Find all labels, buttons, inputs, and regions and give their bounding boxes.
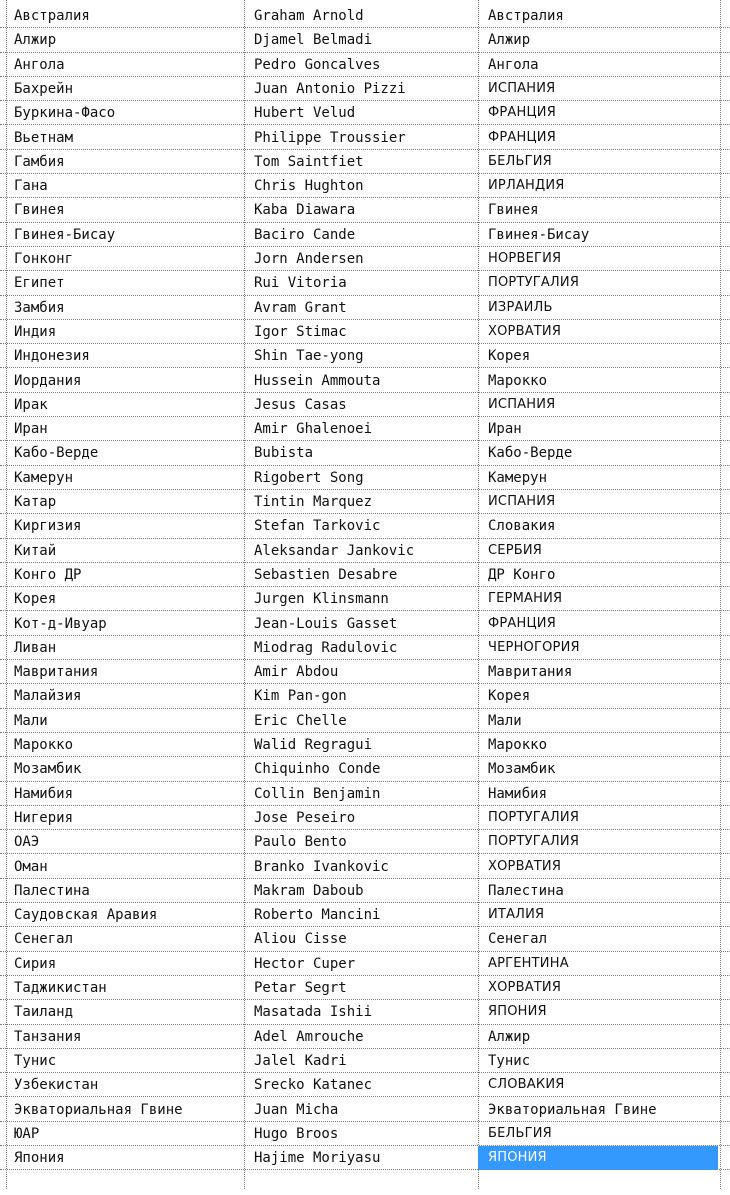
country-cell[interactable]: Индия xyxy=(14,323,57,340)
nationality-cell[interactable]: АРГЕНТИНА xyxy=(488,955,569,971)
table-row xyxy=(0,757,730,781)
country-cell[interactable]: Саудовская Аравия xyxy=(14,907,158,924)
table-row xyxy=(0,563,730,587)
nationality-cell[interactable]: Корея xyxy=(488,348,531,365)
coach-cell[interactable]: Pedro Goncalves xyxy=(254,56,381,73)
coach-cell[interactable]: Masatada Ishii xyxy=(254,1004,373,1021)
nationality-cell[interactable]: ГЕРМАНИЯ xyxy=(488,591,563,607)
table-row xyxy=(0,903,730,927)
table-row xyxy=(0,782,730,806)
country-cell[interactable]: Иран xyxy=(14,421,48,438)
nationality-cell[interactable]: Тунис xyxy=(488,1052,531,1069)
coach-cell[interactable]: Chris Hughton xyxy=(254,178,364,195)
table-row xyxy=(0,466,730,490)
country-cell[interactable]: Экваториальная Гвине xyxy=(14,1101,183,1118)
country-cell[interactable]: Нигерия xyxy=(14,809,74,826)
nationality-cell[interactable]: ПОРТУГАЛИЯ xyxy=(488,834,580,850)
coach-cell[interactable]: Juan Micha xyxy=(254,1101,339,1118)
table-row xyxy=(0,830,730,854)
table-row xyxy=(0,150,730,174)
nationality-cell[interactable]: ИСПАНИЯ xyxy=(488,396,556,412)
coach-cell[interactable]: Igor Stimac xyxy=(254,323,347,340)
table-row xyxy=(0,612,730,636)
coach-cell[interactable]: Hubert Velud xyxy=(254,105,356,122)
table-row xyxy=(0,77,730,101)
nationality-cell[interactable]: Алжир xyxy=(488,1028,531,1045)
country-cell[interactable]: Узбекистан xyxy=(14,1077,99,1094)
nationality-cell[interactable]: Экваториальная Гвине xyxy=(488,1101,657,1118)
country-cell[interactable]: Мали xyxy=(14,712,48,729)
country-cell[interactable]: ЮАР xyxy=(14,1125,40,1142)
nationality-cell[interactable]: Словакия xyxy=(488,518,556,535)
nationality-cell[interactable]: СЛОВАКИЯ xyxy=(488,1077,565,1093)
country-cell[interactable]: Вьетнам xyxy=(14,129,74,146)
country-cell[interactable]: Камерун xyxy=(14,469,74,486)
coach-cell[interactable]: Philippe Troussier xyxy=(254,129,406,146)
coach-cell[interactable]: Collin Benjamin xyxy=(254,785,381,802)
country-cell[interactable]: Египет xyxy=(14,275,65,292)
table-row xyxy=(0,271,730,295)
nationality-cell[interactable]: Марокко xyxy=(488,737,548,753)
table-row xyxy=(0,393,730,417)
table-row xyxy=(0,1049,730,1073)
country-cell[interactable]: Гамбия xyxy=(14,153,65,170)
coach-cell[interactable]: Aleksandar Jankovic xyxy=(254,542,415,559)
coach-cell[interactable]: Jesus Casas xyxy=(254,396,347,413)
coach-cell[interactable]: Amir Abdou xyxy=(254,664,339,681)
table-row xyxy=(0,223,730,247)
country-cell[interactable]: Австралия xyxy=(14,8,90,24)
country-cell[interactable]: Конго ДР xyxy=(14,566,82,583)
coach-cell[interactable]: Stefan Tarkovic xyxy=(254,518,381,535)
empty-row[interactable] xyxy=(0,1170,730,1194)
nationality-cell[interactable]: Ангола xyxy=(488,56,539,73)
country-cell[interactable]: Таджикистан xyxy=(14,980,107,996)
table-row xyxy=(0,806,730,830)
nationality-cell[interactable]: НОРВЕГИЯ xyxy=(488,251,562,266)
nationality-cell[interactable]: ПОРТУГАЛИЯ xyxy=(488,275,580,291)
table-row xyxy=(0,198,730,222)
table-row xyxy=(0,952,730,976)
country-cell[interactable]: Иордания xyxy=(14,372,82,389)
coach-cell[interactable]: Chiquinho Conde xyxy=(254,761,381,778)
table-row xyxy=(0,441,730,465)
country-cell[interactable]: Мавритания xyxy=(14,664,99,681)
table-row xyxy=(0,514,730,538)
nationality-cell[interactable]: Палестина xyxy=(488,882,564,899)
coach-cell[interactable]: Jorn Andersen xyxy=(254,251,364,267)
country-cell[interactable]: Кот-д-Ивуар xyxy=(14,615,107,632)
coach-cell[interactable]: Kaba Diawara xyxy=(254,202,356,219)
country-cell[interactable]: Палестина xyxy=(14,882,90,899)
nationality-cell[interactable]: ДР Конго xyxy=(488,566,556,583)
nationality-cell[interactable]: БЕЛЬГИЯ xyxy=(488,153,552,169)
coach-cell[interactable]: Shin Tae-yong xyxy=(254,348,364,365)
country-cell[interactable]: Таиланд xyxy=(14,1004,74,1021)
country-cell[interactable]: Киргизия xyxy=(14,518,82,535)
country-cell[interactable]: Бахрейн xyxy=(14,80,74,97)
table-row xyxy=(0,539,730,563)
country-cell[interactable]: Малайзия xyxy=(14,688,82,705)
table-row xyxy=(0,417,730,441)
country-cell[interactable]: Тунис xyxy=(14,1052,57,1069)
country-cell[interactable]: Гана xyxy=(14,178,48,195)
nationality-cell[interactable]: Алжир xyxy=(488,32,531,49)
nationality-cell[interactable]: Мали xyxy=(488,712,522,729)
table-row xyxy=(0,1025,730,1049)
table-row xyxy=(0,320,730,344)
country-cell[interactable]: Ангола xyxy=(14,56,65,73)
nationality-cell[interactable]: Марокко xyxy=(488,372,548,389)
coach-cell[interactable]: Hugo Broos xyxy=(254,1125,339,1142)
coach-cell[interactable]: Juan Antonio Pizzi xyxy=(254,80,406,97)
country-cell[interactable]: Ливан xyxy=(14,639,57,656)
coach-cell[interactable]: Amir Ghalenoei xyxy=(254,421,373,438)
nationality-cell[interactable]: ИСПАНИЯ xyxy=(488,80,556,96)
nationality-cell[interactable]: ПОРТУГАЛИЯ xyxy=(488,809,580,825)
country-cell[interactable]: Сенегал xyxy=(14,931,74,948)
country-cell[interactable]: Катар xyxy=(14,494,57,510)
coach-cell[interactable]: Hajime Moriyasu xyxy=(254,1150,381,1167)
table-row xyxy=(0,53,730,77)
coach-cell[interactable]: Jose Peseiro xyxy=(254,809,356,826)
coach-cell[interactable]: Eric Chelle xyxy=(254,712,347,729)
country-cell[interactable]: Гонконг xyxy=(14,251,74,267)
nationality-cell[interactable]: ИЗРАИЛЬ xyxy=(488,299,553,315)
table-row xyxy=(0,976,730,1000)
nationality-cell[interactable]: БЕЛЬГИЯ xyxy=(488,1125,552,1141)
country-cell[interactable]: Буркина-Фасо xyxy=(14,105,116,122)
nationality-cell[interactable]: Иран xyxy=(488,421,522,438)
country-cell[interactable]: Китай xyxy=(14,542,57,559)
table-row xyxy=(0,1073,730,1097)
nationality-cell[interactable]: Гвинея xyxy=(488,202,539,219)
country-cell[interactable]: ОАЭ xyxy=(14,834,40,851)
coach-cell[interactable]: Kim Pan-gon xyxy=(254,688,347,705)
coach-cell[interactable]: Paulo Bento xyxy=(254,834,347,851)
coach-cell[interactable]: Adel Amrouche xyxy=(254,1028,364,1045)
nationality-cell[interactable]: ИТАЛИЯ xyxy=(488,907,545,923)
country-cell[interactable]: Танзания xyxy=(14,1028,82,1045)
nationality-cell[interactable]: Сенегал xyxy=(488,931,548,948)
coach-cell[interactable]: Djamel Belmadi xyxy=(254,32,373,49)
nationality-cell[interactable]: ЧЕРНОГОРИЯ xyxy=(488,639,580,655)
coach-cell[interactable]: Bubista xyxy=(254,445,314,462)
country-cell[interactable]: Оман xyxy=(14,858,48,875)
table-row xyxy=(0,490,730,514)
coach-cell[interactable]: Hussein Ammouta xyxy=(254,372,381,389)
nationality-cell[interactable]: ЯПОНИЯ xyxy=(488,1004,547,1020)
table-row xyxy=(0,684,730,708)
country-cell[interactable]: Марокко xyxy=(14,737,74,753)
nationality-cell[interactable]: ИРЛАНДИЯ xyxy=(488,178,565,194)
coach-cell[interactable]: Miodrag Radulovic xyxy=(254,639,398,656)
table-row xyxy=(0,1098,730,1122)
table-row xyxy=(0,709,730,733)
coach-cell[interactable]: Makram Daboub xyxy=(254,882,364,899)
nationality-cell[interactable]: Мавритания xyxy=(488,664,573,681)
nationality-cell[interactable]: СЕРБИЯ xyxy=(488,542,543,558)
country-cell[interactable]: Намибия xyxy=(14,785,74,802)
coach-cell[interactable]: Srecko Katanec xyxy=(254,1077,373,1094)
table-row xyxy=(0,174,730,198)
table-row xyxy=(0,126,730,150)
table-row xyxy=(0,733,730,757)
nationality-cell[interactable]: Намибия xyxy=(488,785,548,802)
country-cell[interactable]: Гвинея-Бисау xyxy=(14,226,116,243)
nationality-cell[interactable]: Австралия xyxy=(488,8,564,24)
nationality-cell[interactable]: Камерун xyxy=(488,469,548,486)
coach-cell[interactable]: Sebastien Desabre xyxy=(254,566,398,583)
table-row xyxy=(0,660,730,684)
table-row xyxy=(0,927,730,951)
nationality-cell[interactable]: ЯПОНИЯ xyxy=(478,1146,718,1170)
table-row xyxy=(0,296,730,320)
coach-cell[interactable]: Baciro Cande xyxy=(254,226,356,243)
country-cell[interactable]: Сирия xyxy=(14,955,57,972)
coach-cell[interactable]: Jean-Louis Gasset xyxy=(254,615,398,632)
country-cell[interactable]: Ирак xyxy=(14,396,48,413)
coach-cell[interactable]: Tintin Marquez xyxy=(254,494,373,510)
country-cell[interactable]: Алжир xyxy=(14,32,57,49)
country-cell[interactable]: Гвинея xyxy=(14,202,65,219)
nationality-cell[interactable]: ХОРВАТИЯ xyxy=(488,858,562,874)
table-row xyxy=(0,369,730,393)
table-row xyxy=(0,1000,730,1024)
table-row xyxy=(0,1146,730,1170)
table-row xyxy=(0,4,730,28)
table-row xyxy=(0,636,730,660)
country-cell[interactable]: Япония xyxy=(14,1150,65,1167)
coach-cell[interactable]: Tom Saintfiet xyxy=(254,153,364,170)
country-cell[interactable]: Индонезия xyxy=(14,348,90,365)
country-cell[interactable]: Замбия xyxy=(14,299,65,316)
nationality-cell[interactable]: Мозамбик xyxy=(488,761,556,778)
coach-cell[interactable]: Jalel Kadri xyxy=(254,1052,347,1069)
country-cell[interactable]: Корея xyxy=(14,591,57,608)
table-row xyxy=(0,587,730,611)
coach-cell[interactable]: Petar Segrt xyxy=(254,980,347,996)
coach-cell[interactable]: Rigobert Song xyxy=(254,469,364,486)
table-row xyxy=(0,101,730,125)
table-row xyxy=(0,879,730,903)
nationality-cell[interactable]: ФРАНЦИЯ xyxy=(488,615,556,631)
coach-cell[interactable]: Graham Arnold xyxy=(254,8,364,24)
coach-cell[interactable]: Rui Vitoria xyxy=(254,275,347,292)
coach-cell[interactable]: Jurgen Klinsmann xyxy=(254,591,389,608)
nationality-cell[interactable]: ХОРВАТИЯ xyxy=(488,980,562,995)
coach-cell[interactable]: Avram Grant xyxy=(254,299,347,316)
table-row xyxy=(0,855,730,879)
coach-cell[interactable]: Hector Cuper xyxy=(254,955,356,972)
nationality-cell[interactable]: ХОРВАТИЯ xyxy=(488,323,562,339)
coach-cell[interactable]: Roberto Mancini xyxy=(254,907,381,924)
country-cell[interactable]: Мозамбик xyxy=(14,761,82,778)
nationality-cell[interactable]: Кабо-Верде xyxy=(488,445,573,462)
table-row xyxy=(0,1122,730,1146)
nationality-cell[interactable]: Гвинея-Бисау xyxy=(488,226,590,243)
table-row xyxy=(0,344,730,368)
nationality-cell[interactable]: ФРАНЦИЯ xyxy=(488,105,556,121)
nationality-cell[interactable]: ИСПАНИЯ xyxy=(488,494,556,509)
table-row xyxy=(0,28,730,52)
coach-cell[interactable]: Walid Regragui xyxy=(254,737,373,753)
nationality-cell[interactable]: Корея xyxy=(488,688,531,705)
nationality-cell[interactable]: ФРАНЦИЯ xyxy=(488,129,556,145)
coach-cell[interactable]: Branko Ivankovic xyxy=(254,858,389,875)
country-cell[interactable]: Кабо-Верде xyxy=(14,445,99,462)
table-row xyxy=(0,247,730,271)
coach-cell[interactable]: Aliou Cisse xyxy=(254,931,347,948)
